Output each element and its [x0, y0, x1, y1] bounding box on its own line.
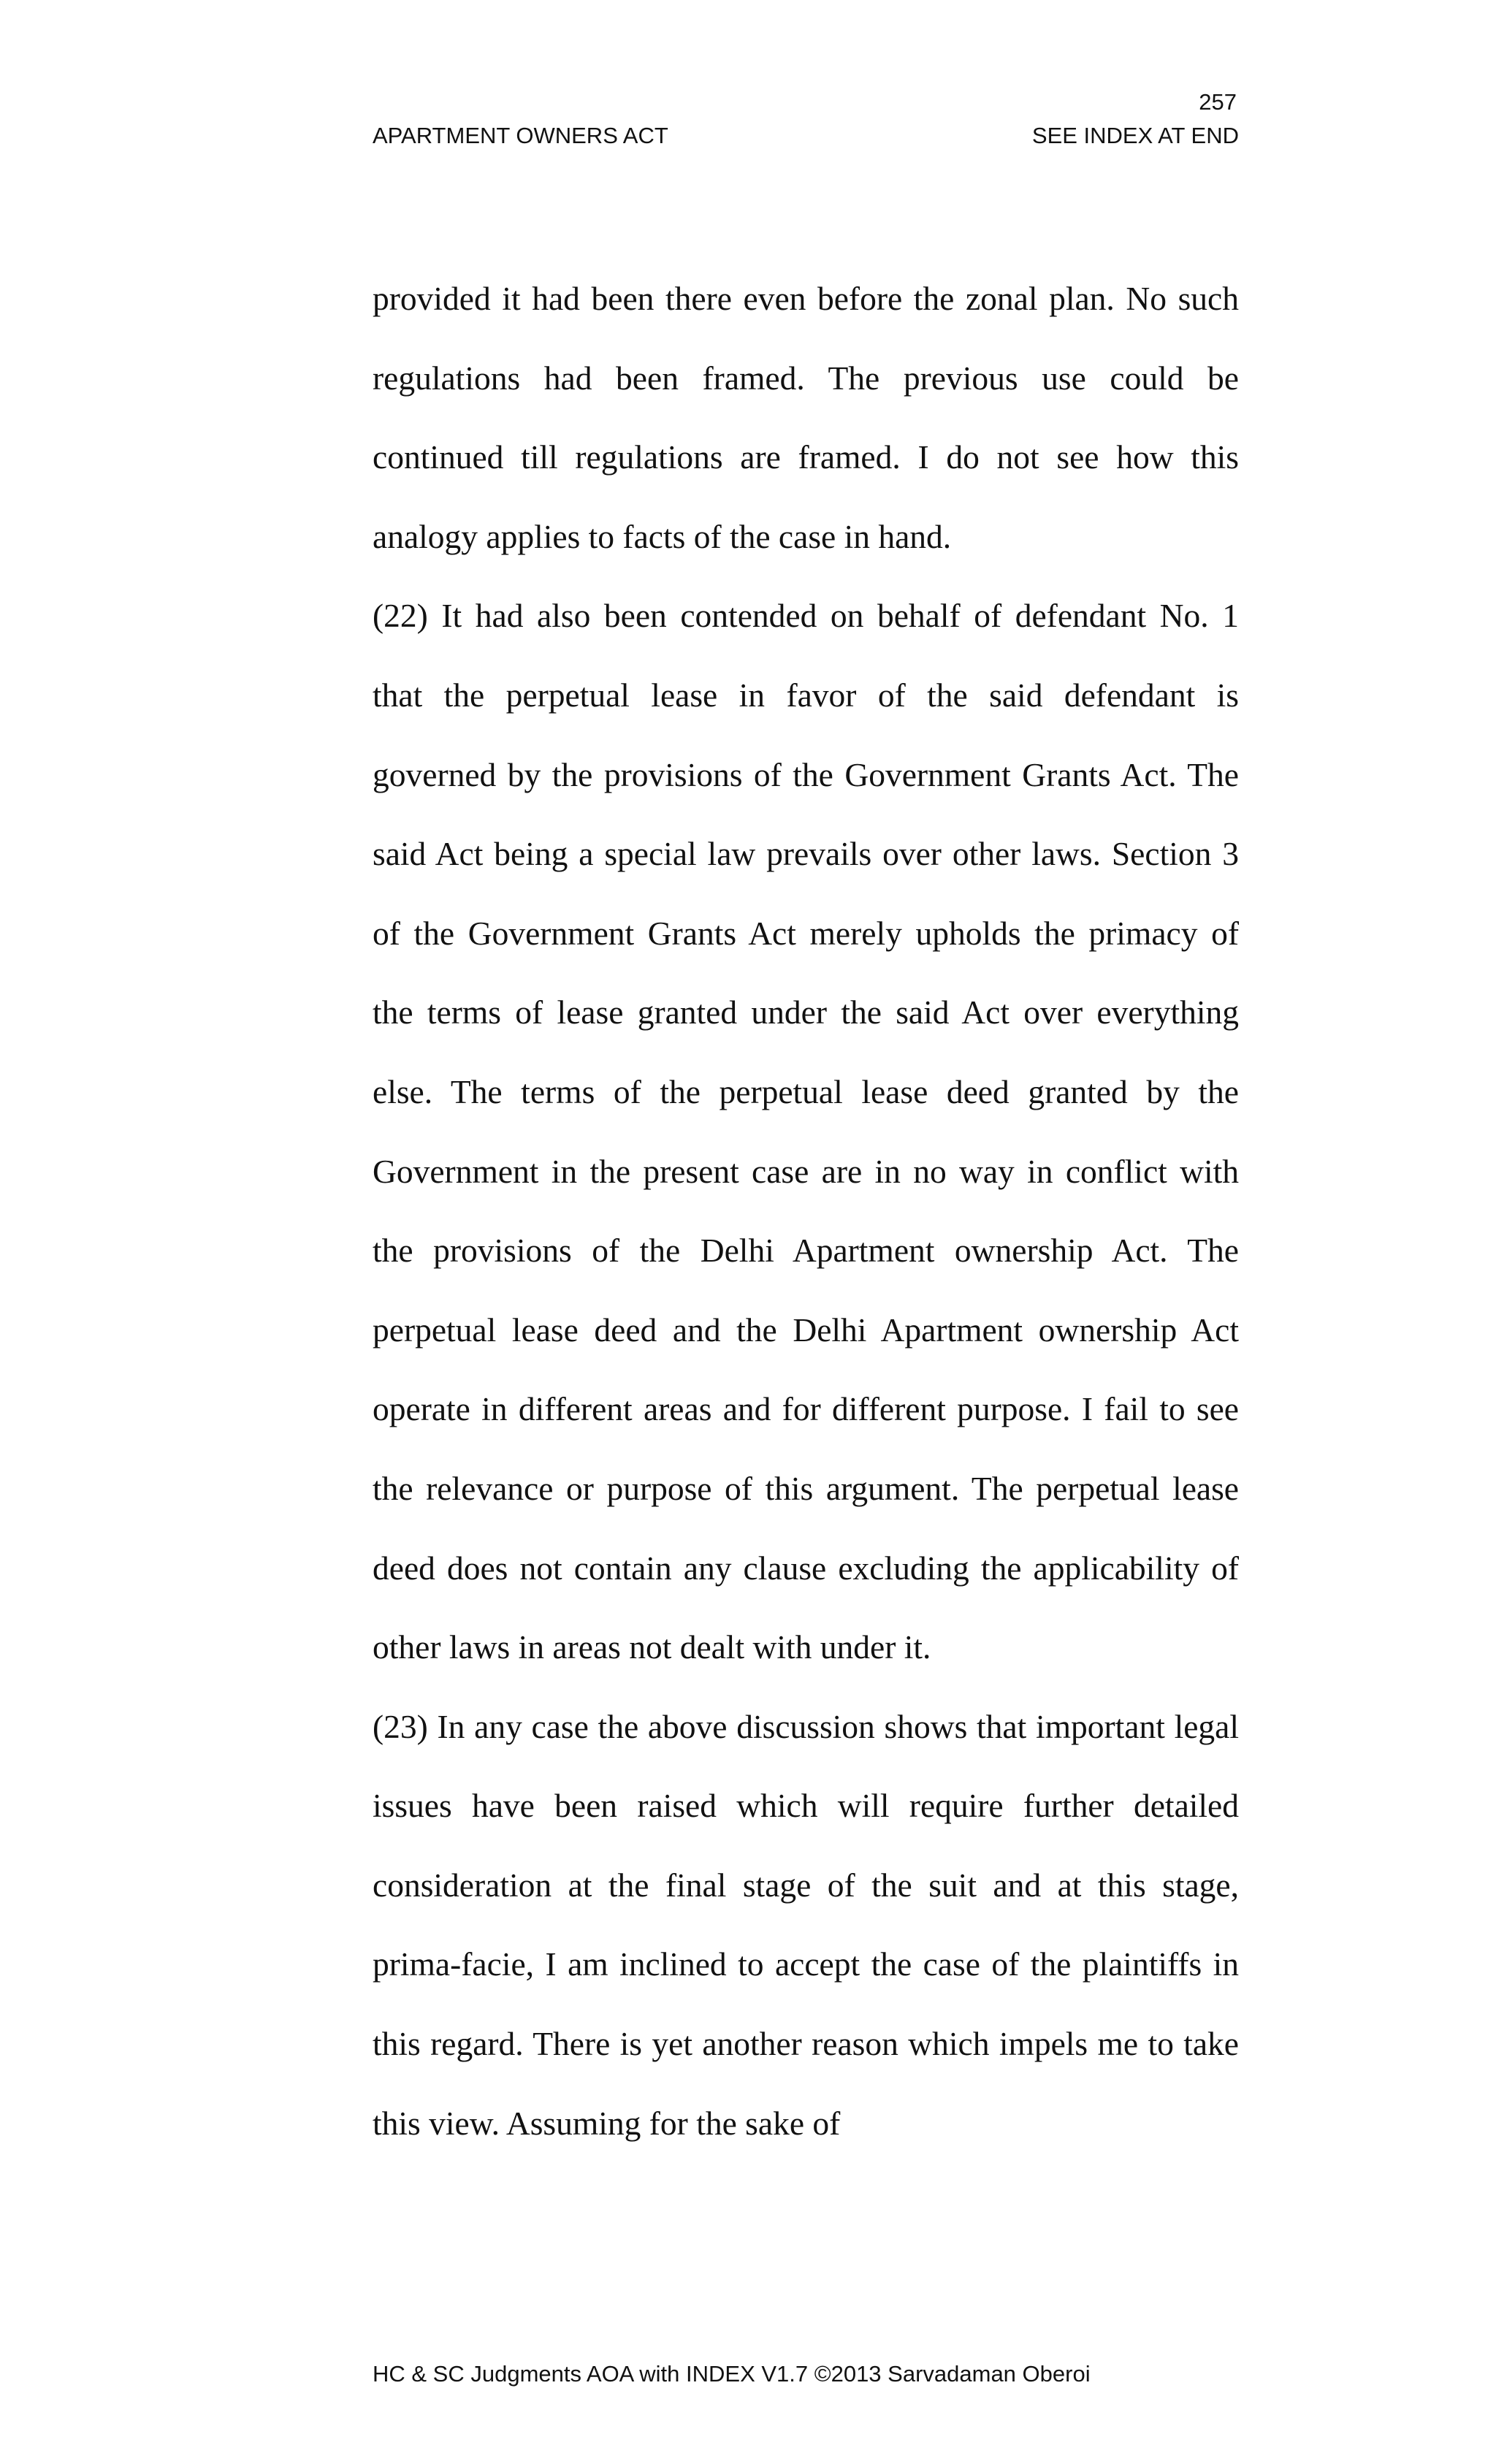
- document-body: [373, 259, 1239, 2163]
- page-footer: HC & SC Judgments AOA with INDEX V1.7 ©2013 Sarvadaman Oberoi: [373, 2361, 1091, 2387]
- running-header: [373, 123, 1239, 149]
- header-left-title: APARTMENT OWNERS ACT: [373, 123, 668, 148]
- header-right-note: SEE INDEX AT END: [1031, 123, 1239, 148]
- paragraph-continuation: provided it had been there even before the zonal plan. No such regulations had been framed. The previous use could be continued till regulations are framed. I do not see how this analogy applies to facts of the case in hand.: [373, 280, 1239, 555]
- paragraph-22: (22) It had also been contended on behalf of defendant No. 1 that the perpetual lease in favor of the said defendant is governed by the provisions of the Government Grants Act. The said Act being a special law prevails over other laws. Section 3 of the Government Grants Act merely upholds the primacy of the terms of lease granted under the said Act over everything else. The terms of the perpetual lease deed granted by the Government in the present case are in no way in conflict with the provisions of the Delhi Apartment ownership Act. The perpetual lease deed and the Delhi Apartment ownership Act operate in different areas and for different purpose. I fail to see the relevance or purpose of this argument. The perpetual lease deed does not contain any clause excluding the applicability of other laws in areas not dealt with under it.: [373, 597, 1239, 1666]
- page-number: 257: [1199, 89, 1237, 115]
- paragraph-23: (23) In any case the above discussion shows that important legal issues have been raised which will require further detailed consideration at the final stage of the suit and at this stage, prima-facie, I am inclined to accept the case of the plaintiffs in this regard. There is yet another reason which impels me to take this view. Assuming for the sake of: [373, 1707, 1239, 2142]
